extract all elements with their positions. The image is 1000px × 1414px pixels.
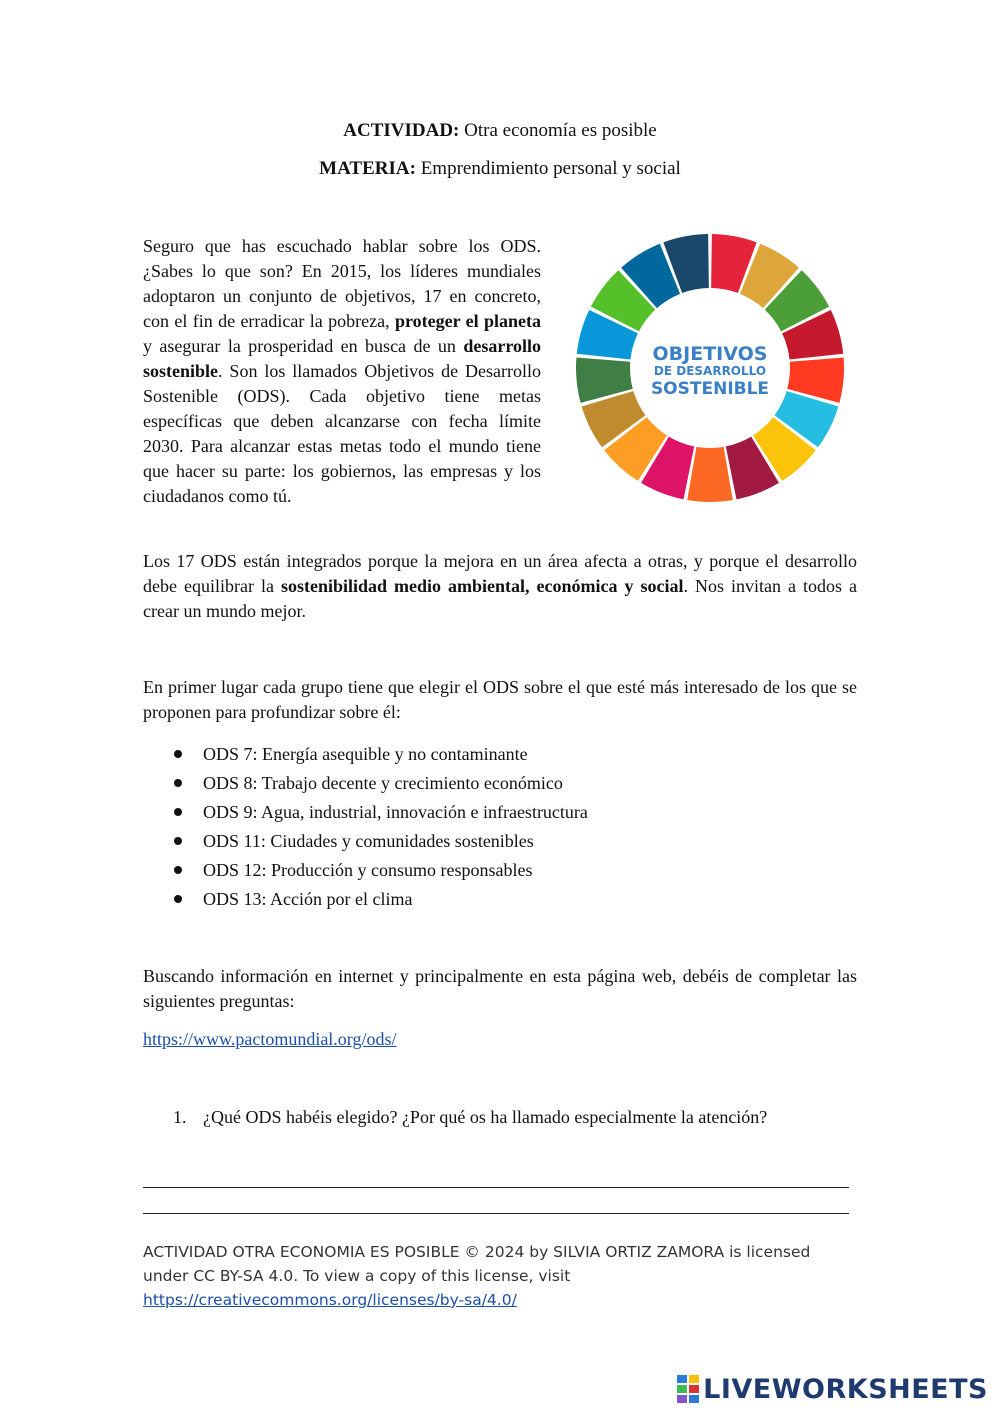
liveworksheets-logo[interactable] [677, 1372, 988, 1406]
ods-options-list [143, 741, 857, 915]
sdg-wheel-segment [687, 447, 733, 502]
answer-line-2[interactable] [143, 1213, 849, 1214]
bullet-icon [174, 837, 182, 845]
ods-option-text: ODS 8: Trabajo decente y crecimiento económico [203, 773, 563, 793]
intro-text-2: y asegurar la prosperidad en busca de un [143, 336, 456, 356]
sdg-wheel-logo [574, 232, 846, 504]
list-item [143, 770, 857, 799]
pactomundial-link[interactable]: https://www.pactomundial.org/ods/ [143, 1029, 397, 1049]
sdg-wheel-line1: OBJETIVOS [652, 343, 768, 365]
ods-option-text: ODS 11: Ciudades y comunidades sostenibles [203, 831, 534, 851]
activity-label: ACTIVIDAD: [343, 120, 460, 141]
bullet-icon [174, 866, 182, 874]
subject-value: Emprendimiento personal y social [420, 158, 681, 179]
ods-option-text: ODS 12: Producción y consumo responsables [203, 860, 533, 880]
license-link[interactable]: https://creativecommons.org/licenses/by-sa/4.0/ [143, 1291, 517, 1309]
instructions-paragraph: En primer lugar cada grupo tiene que elegir el ODS sobre el que esté más interesado de los que se proponen para profundizar sobre él: [143, 677, 857, 722]
license-notice [143, 1240, 833, 1312]
answer-line-1[interactable] [143, 1187, 849, 1188]
intro-text-3: . Son los llamados Objetivos de Desarrollo Sostenible (ODS). Cada objetivo tiene metas específicas que deben alcanzarse con fecha límite 2030. Para alcanzar estas metas todo el mundo tiene que hacer su parte: los gobiernos, las empresas y los ciudadanos como tú. [143, 361, 541, 506]
ods-option-text: ODS 7: Energía asequible y no contaminante [203, 744, 528, 764]
intro-bold-2: desarrollo sostenible [143, 336, 542, 381]
bullet-icon [174, 895, 182, 903]
activity-value: Otra economía es posible [464, 120, 657, 141]
question-1-text: ¿Qué ODS habéis elegido? ¿Por qué os ha llamado especialmente la atención? [203, 1107, 768, 1127]
bullet-icon [174, 750, 182, 758]
intro-bold-1: proteger el planeta [394, 311, 542, 331]
para2-bold-1: sostenibilidad medio ambiental, económica y social [280, 576, 684, 596]
intro-text-1: Seguro que has escuchado hablar sobre los ODS. ¿Sabes lo que son? En 2015, los líderes mundiales adoptaron un conjunto de objetivos, 17 en concreto, con el fin de erradicar la pobreza, [143, 236, 541, 331]
liveworksheets-wordmark: LIVEWORKSHEETS [703, 1373, 988, 1405]
subject-title [0, 158, 1000, 180]
list-item [143, 741, 857, 770]
research-paragraph: Buscando información en internet y principalmente en esta página web, debéis de completar las siguientes preguntas: [143, 966, 857, 1011]
list-item [143, 857, 857, 886]
integration-paragraph [143, 549, 857, 624]
question-1-number: 1. [173, 1107, 187, 1127]
list-item [143, 886, 857, 915]
intro-paragraph [143, 234, 541, 509]
sdg-wheel-line3: SOSTENIBLE [650, 379, 770, 399]
bullet-icon [174, 779, 182, 787]
license-text: ACTIVIDAD OTRA ECONOMIA ES POSIBLE © 2024 by SILVIA ORTIZ ZAMORA is licensed under CC BY-SA 4.0. To view a copy of this license, visit [143, 1243, 811, 1285]
activity-title [0, 120, 1000, 142]
para2-text-2: . Nos invitan a todos a crear un mundo mejor. [143, 576, 857, 621]
ods-option-text: ODS 13: Acción por el clima [203, 889, 413, 909]
bullet-icon [174, 808, 182, 816]
sdg-wheel-line2: DE DESARROLLO [653, 364, 767, 378]
liveworksheets-mark-icon [677, 1375, 699, 1403]
list-item [143, 828, 857, 857]
para2-text-1: Los 17 ODS están integrados porque la mejora en un área afecta a otras, y porque el desarrollo debe equilibrar la [143, 551, 857, 596]
ods-option-text: ODS 9: Agua, industrial, innovación e infraestructura [203, 802, 588, 822]
list-item [143, 799, 857, 828]
subject-label: MATERIA: [319, 158, 416, 179]
